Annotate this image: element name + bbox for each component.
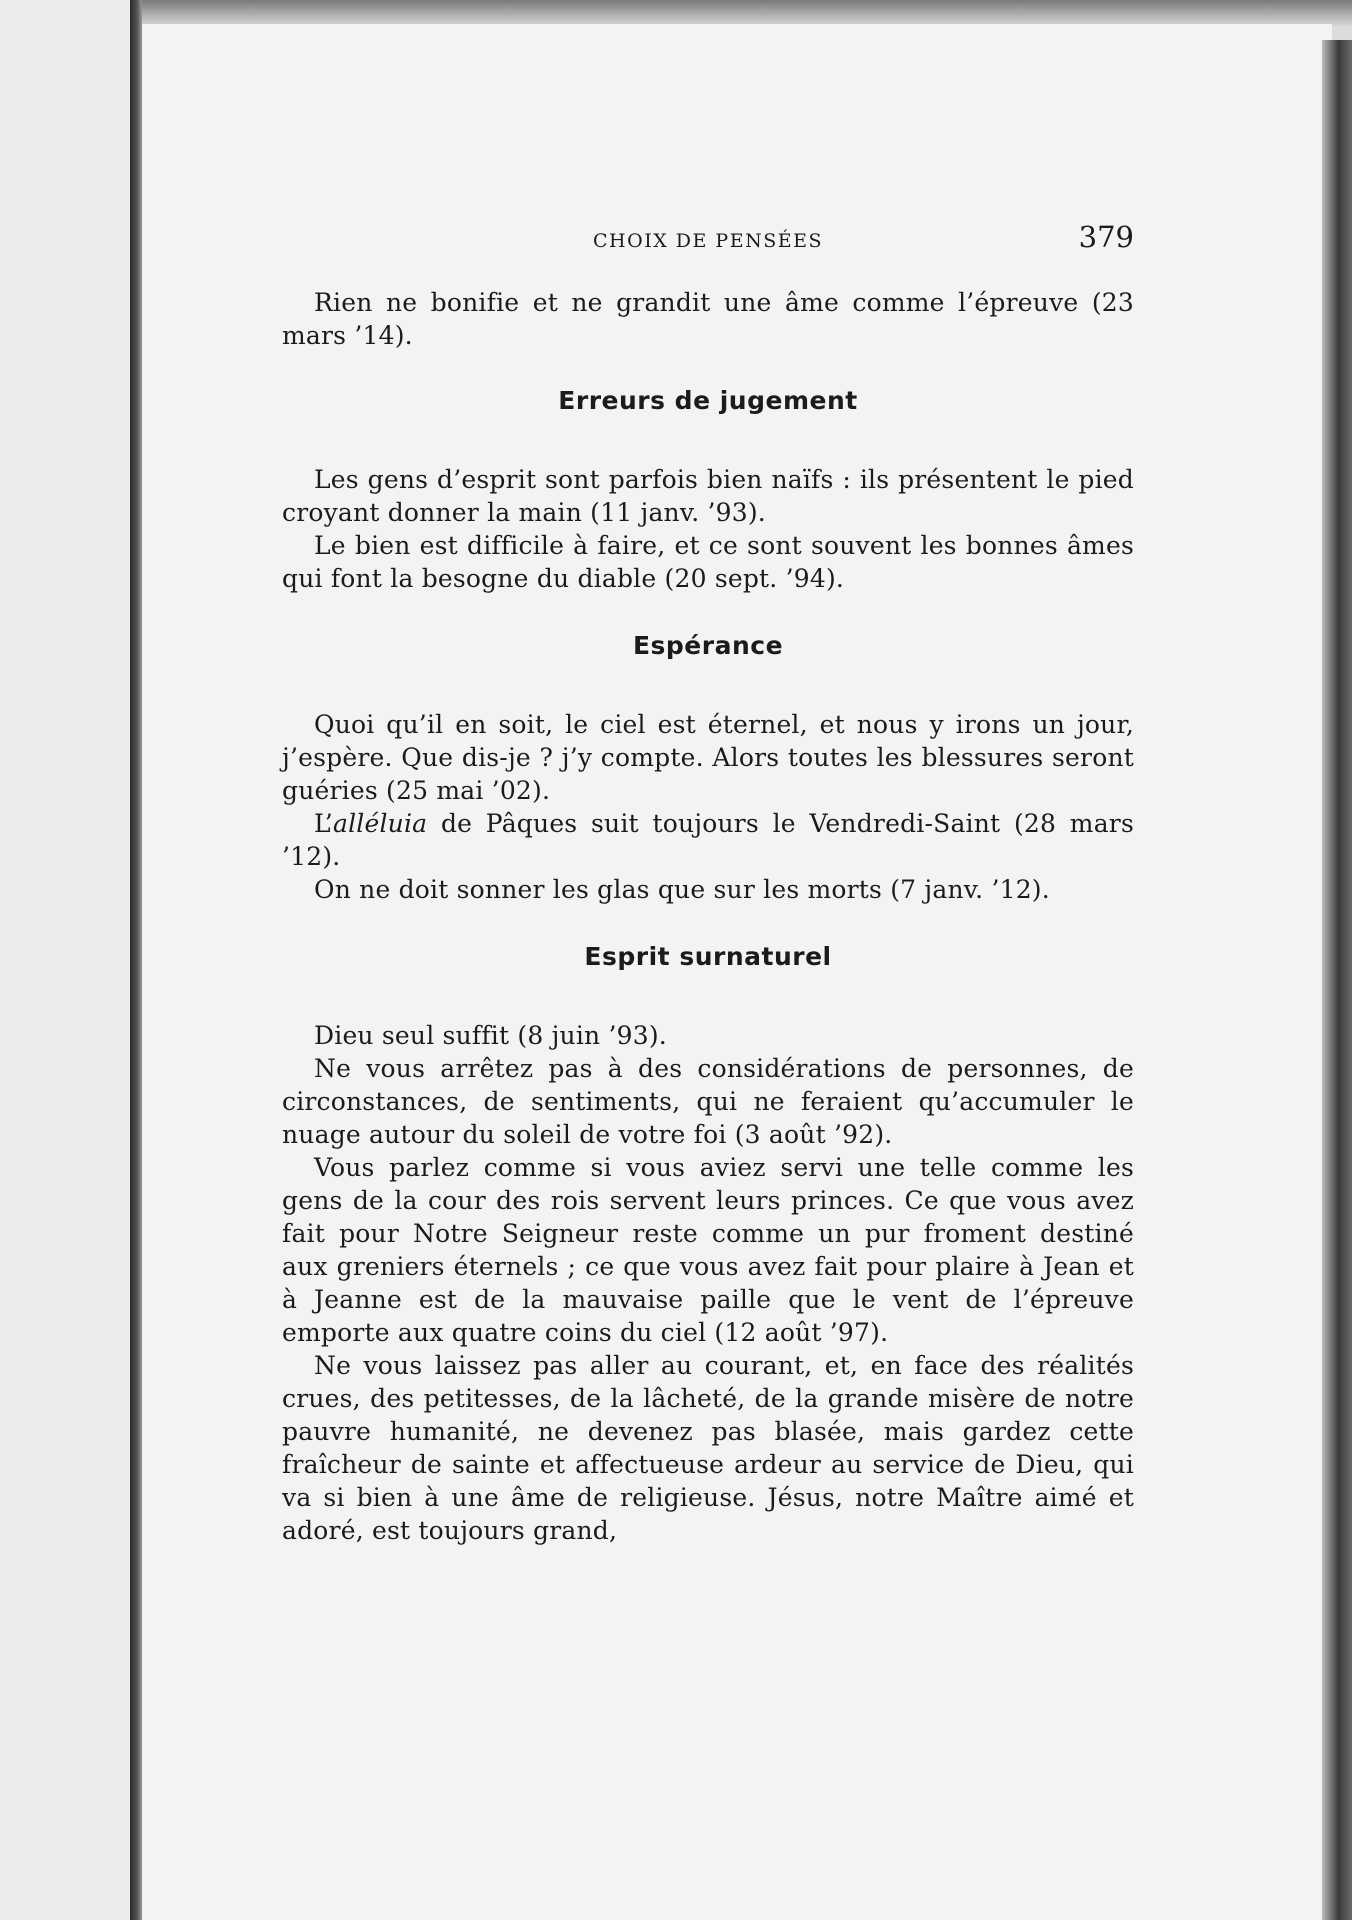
section-heading: Esprit surnaturel	[584, 942, 832, 971]
paragraph: On ne doit sonner les glas que sur les morts (7 janv. ’12).	[314, 875, 1050, 904]
paragraph: Ne vous arrêtez pas à des considérations de personnes, de circonstances, de sentiments, qui ne feraient qu’accumuler le nuage autour du soleil de votre foi (3 août ’92).	[282, 1054, 1134, 1149]
facing-page-margin	[0, 0, 132, 1920]
page-text	[282, 220, 1134, 1547]
paragraph: Les gens d’esprit sont parfois bien naïfs : ils présentent le pied croyant donner la main (11 janv. ’93).	[282, 465, 1134, 527]
page-edge	[1322, 40, 1352, 1920]
alleluia-prefix: L’	[314, 809, 333, 838]
section-heading: Espérance	[632, 631, 784, 660]
paragraph: Quoi qu’il en soit, le ciel est éternel, et nous y irons un jour, j’espère. Que dis-je ? j’y compte. Alors toutes les blessures seront guéries (25 mai ’02).	[282, 710, 1134, 805]
paragraph: Ne vous laissez pas aller au courant, et, en face des réalités crues, des petitesses, de la lâcheté, de la grande misère de notre pauvre humanité, ne devenez pas blasée, mais gardez cette fraîcheur de sainte et affectueuse ardeur au service de Dieu, qui va si bien à une âme de religieuse. Jésus, notre Maître aimé et adoré, est toujours grand,	[282, 1351, 1134, 1545]
paragraph-alleluia	[282, 807, 1134, 873]
paragraph: Rien ne bonifie et ne grandit une âme comme l’épreuve (23 mars ’14).	[282, 288, 1134, 350]
paragraph: Le bien est difficile à faire, et ce sont souvent les bonnes âmes qui font la besogne du diable (20 sept. ’94).	[282, 531, 1134, 593]
paragraph: Vous parlez comme si vous aviez servi une telle comme les gens de la cour des rois servent leurs princes. Ce que vous avez fait pour Notre Seigneur reste comme un pur froment destiné aux greniers éternels ; ce que vous avez fait pour plaire à Jean et à Jeanne est de la mauvaise paille que le vent de l’épreuve emporte aux quatre coins du ciel (12 août ’97).	[282, 1153, 1134, 1347]
top-shadow	[142, 0, 1352, 26]
running-head	[282, 220, 1134, 266]
alleluia-word: alléluia	[332, 809, 428, 838]
running-title: CHOIX DE PENSÉES	[593, 230, 823, 252]
alleluia-rest: de Pâques suit toujours le Vendredi-Saint (28 mars ’12).	[282, 809, 1134, 871]
book-gutter	[130, 0, 142, 1920]
paragraph: Dieu seul suffit (8 juin ’93).	[314, 1021, 667, 1050]
section-heading: Erreurs de jugement	[558, 386, 858, 415]
page-number: 379	[1078, 220, 1134, 254]
